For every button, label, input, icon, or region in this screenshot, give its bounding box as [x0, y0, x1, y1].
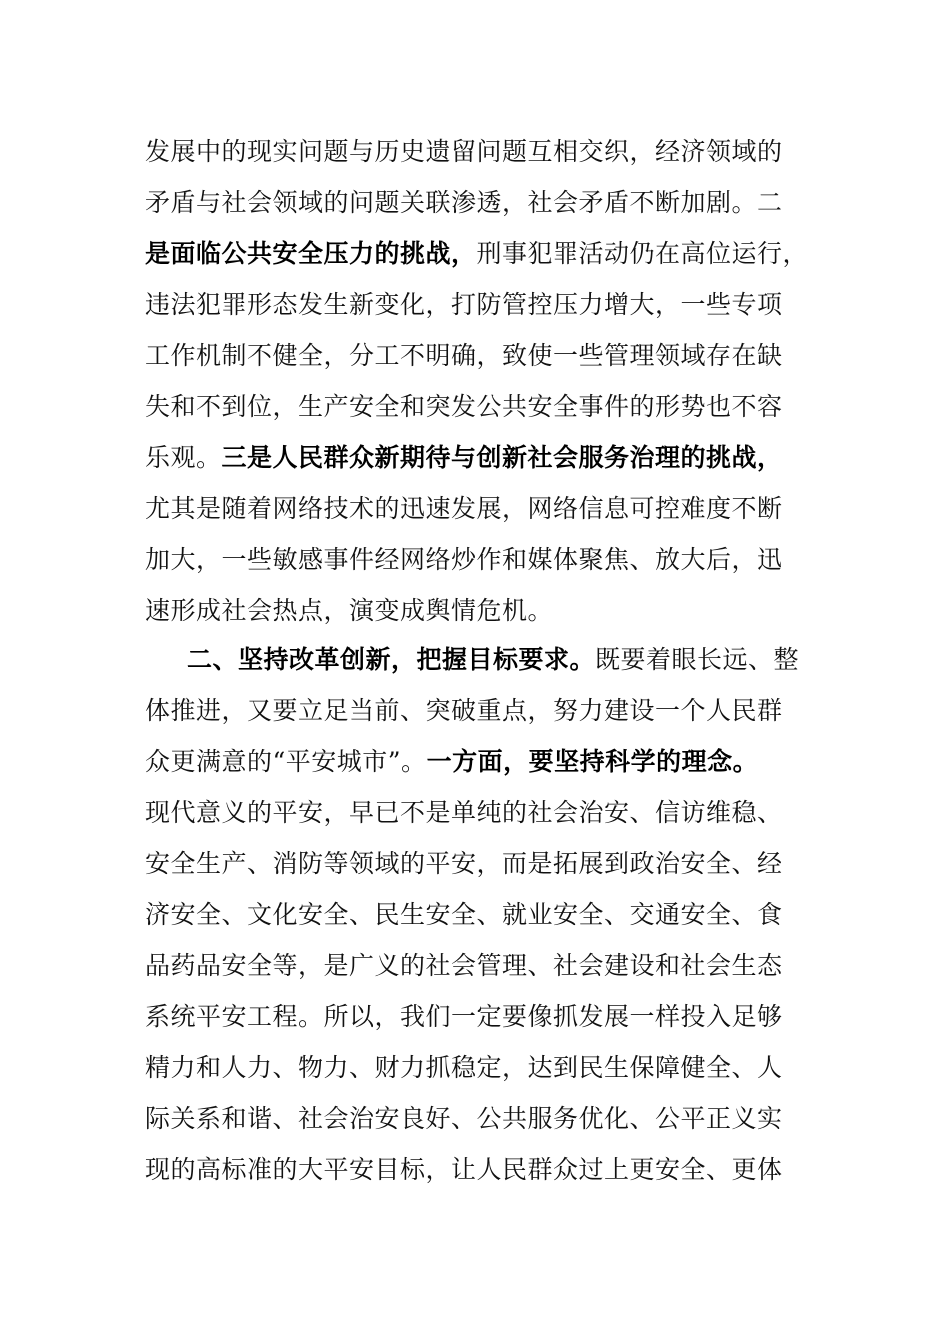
text-run: 际关系和谐、社会治安良好、公共服务优化、公平正义实: [145, 1104, 783, 1133]
text-line: [145, 1144, 805, 1195]
bold-text-run: 二、坚持改革创新，把握目标要求。: [187, 645, 596, 674]
text-line: [145, 736, 805, 787]
text-line: [145, 177, 805, 228]
text-line: [145, 534, 805, 585]
text-run: 加大，一些敏感事件经网络炒作和媒体聚焦、放大后，迅: [145, 545, 783, 574]
text-line: [145, 940, 805, 991]
text-line: [145, 381, 805, 432]
text-line: [145, 126, 805, 177]
text-run: 系统平安工程。所以，我们一定要像抓发展一样投入足够: [145, 1002, 783, 1031]
bold-text-run: 是面临公共安全压力的挑战，: [145, 239, 477, 268]
paragraph-1: [145, 126, 809, 636]
text-run: 工作机制不健全，分工不明确，致使一些管理领域存在缺: [145, 341, 783, 370]
text-run: 违法犯罪形态发生新变化，打防管控压力增大，一些专项: [145, 290, 783, 319]
text-line: [145, 787, 805, 838]
text-line: [145, 330, 805, 381]
bold-text-run: 三是人民群众新期待与创新社会服务治理的挑战，: [221, 443, 783, 472]
text-run: 济安全、文化安全、民生安全、就业安全、交通安全、食: [145, 900, 783, 929]
text-line: [145, 889, 805, 940]
text-line: [145, 991, 805, 1042]
text-run: 现的高标准的大平安目标，让人民群众过上更安全、更体: [145, 1155, 783, 1184]
text-run: 既要着眼长远、整: [595, 645, 800, 674]
text-line: [145, 228, 809, 279]
text-run: 刑事犯罪活动仍在高位运行，: [476, 239, 809, 268]
paragraph-2: [145, 634, 805, 1195]
bold-text-run: 一方面，要坚持科学的理念。: [426, 747, 759, 776]
text-line: [145, 838, 805, 889]
text-line: [145, 279, 805, 330]
text-run: 众更满意的“平安城市”。: [145, 747, 427, 776]
text-run: 精力和人力、物力、财力抓稳定，达到民生保障健全、人: [145, 1053, 783, 1082]
text-line: [145, 432, 805, 483]
text-run: 尤其是随着网络技术的迅速发展，网络信息可控难度不断: [145, 494, 783, 523]
text-run: 现代意义的平安，早已不是单纯的社会治安、信访维稳、: [145, 798, 783, 827]
text-line: [145, 1093, 805, 1144]
text-run: 速形成社会热点，演变成舆情危机。: [145, 596, 554, 625]
text-run: 矛盾与社会领域的问题关联渗透，社会矛盾不断加剧。二: [145, 188, 783, 217]
text-line: [145, 634, 805, 685]
text-line: [145, 483, 805, 534]
text-run: 品药品安全等，是广义的社会管理、社会建设和社会生态: [145, 951, 783, 980]
text-run: 乐观。: [145, 443, 222, 472]
text-run: 安全生产、消防等领域的平安，而是拓展到政治安全、经: [145, 849, 783, 878]
text-run: 失和不到位，生产安全和突发公共安全事件的形势也不容: [145, 392, 783, 421]
text-line: [145, 1042, 805, 1093]
text-line: [145, 685, 805, 736]
text-run: 体推进，又要立足当前、突破重点，努力建设一个人民群: [145, 696, 783, 725]
text-line: [145, 585, 805, 636]
text-run: 发展中的现实问题与历史遗留问题互相交织，经济领域的: [145, 137, 783, 166]
